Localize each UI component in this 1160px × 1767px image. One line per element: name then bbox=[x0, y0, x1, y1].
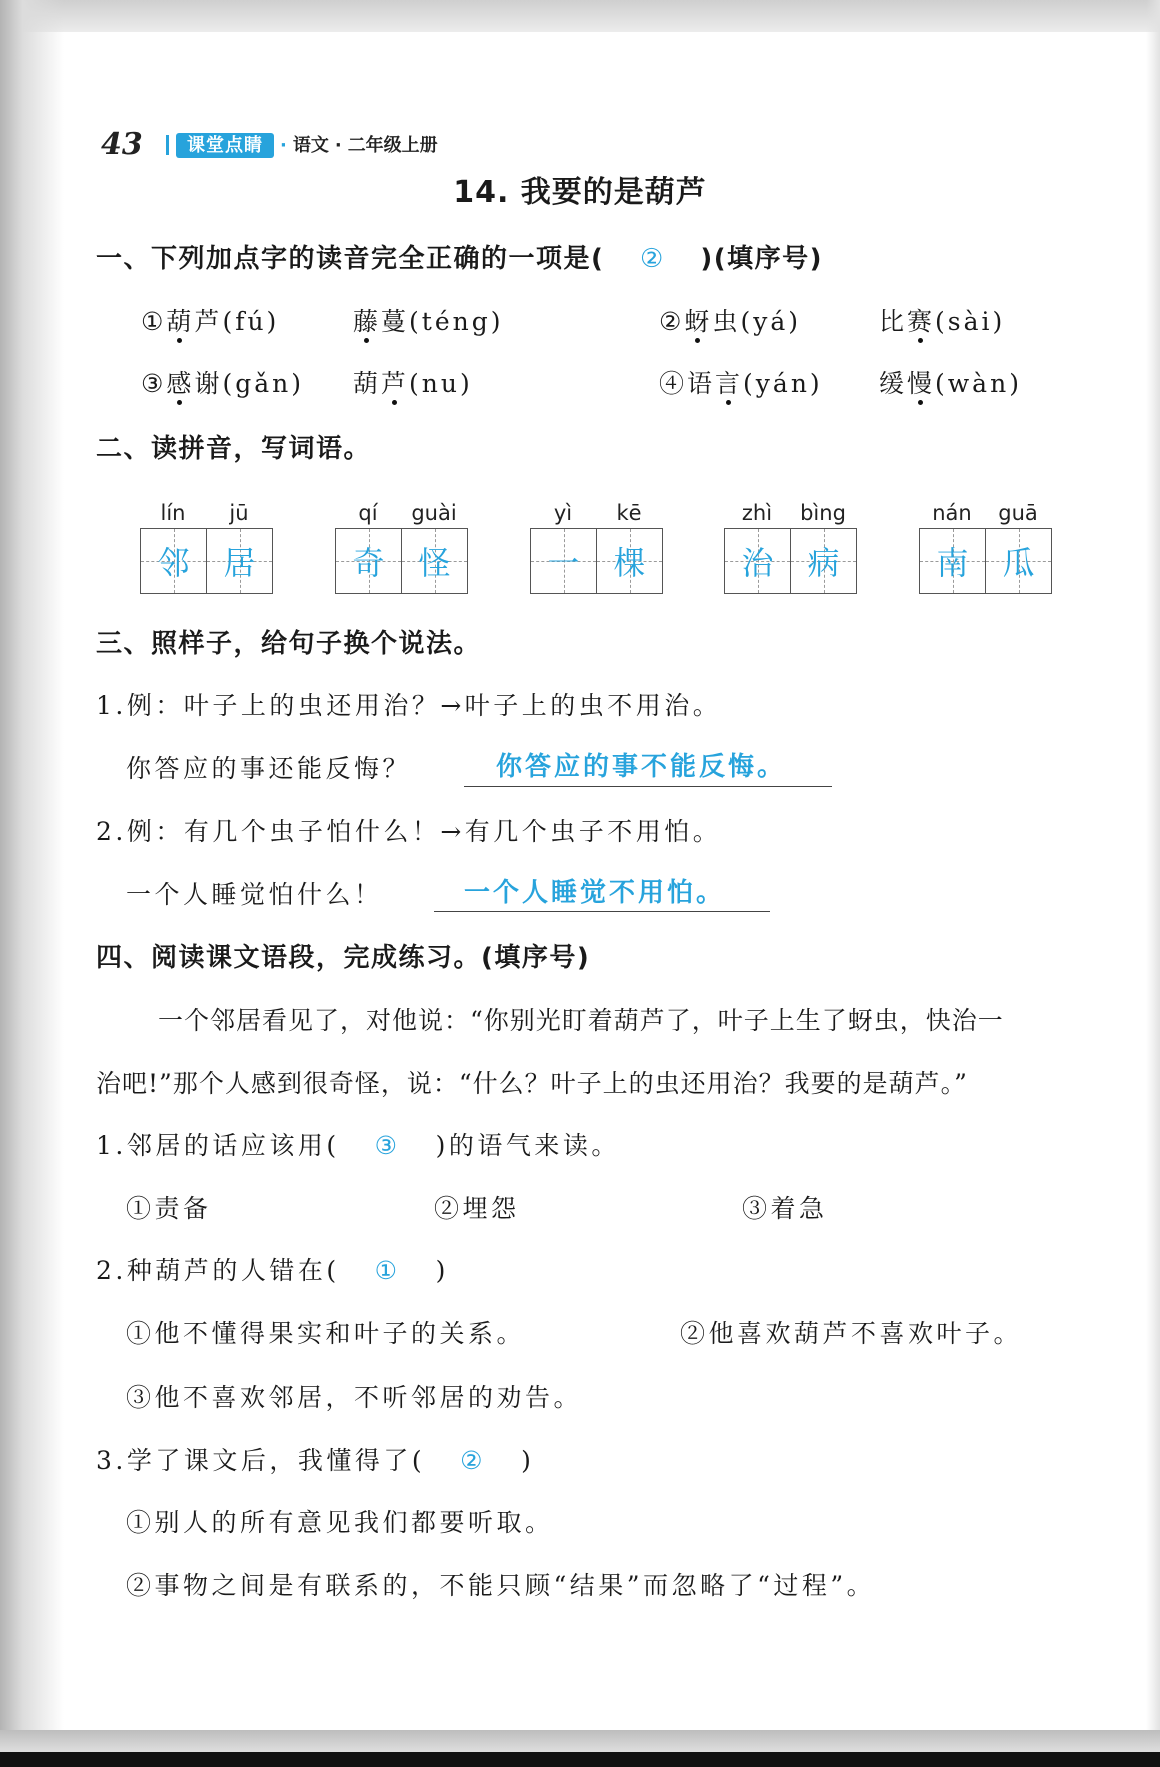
choice-option: ①别人的所有意见我们都要听取。 bbox=[126, 1508, 554, 1537]
option-text: ③ bbox=[141, 369, 167, 398]
pinyin: lín bbox=[160, 501, 186, 525]
option-item bbox=[659, 366, 823, 402]
writing-cell bbox=[596, 528, 663, 594]
option-text: 芦(fú) bbox=[194, 307, 280, 336]
option-text: 比 bbox=[879, 307, 908, 336]
page-number: 43 bbox=[101, 127, 143, 162]
separator: · bbox=[334, 135, 342, 156]
answer-underline bbox=[464, 786, 832, 787]
answer-character: 一 bbox=[547, 544, 580, 582]
question-text: ) bbox=[435, 1256, 449, 1285]
question-item bbox=[96, 1443, 534, 1479]
writing-cell bbox=[140, 528, 207, 594]
writing-cell bbox=[919, 528, 986, 594]
series-badge: 课堂点睛 bbox=[176, 133, 274, 158]
choice-option: ①他不懂得果实和叶子的关系。 bbox=[126, 1319, 526, 1348]
heading-text: )(填序号) bbox=[700, 244, 824, 274]
filled-answer: 一个人睡觉不用怕。 bbox=[464, 878, 726, 908]
option-text: 谢(gǎn) bbox=[194, 369, 304, 398]
option-item bbox=[141, 304, 279, 340]
option-text: (yán) bbox=[743, 369, 823, 398]
option-item bbox=[659, 304, 801, 340]
answer-character: 棵 bbox=[613, 544, 646, 582]
writing-cell bbox=[724, 528, 791, 594]
dotted-char: 慢 bbox=[907, 366, 935, 402]
dotted-char: 芦 bbox=[381, 366, 409, 402]
pinyin: bìng bbox=[800, 501, 846, 525]
section3-heading: 三、照样子，给句子换个说法。 bbox=[96, 629, 482, 659]
question-text: )的语气来读。 bbox=[435, 1131, 620, 1160]
choice-option: ③他不喜欢邻居，不听邻居的劝告。 bbox=[126, 1383, 583, 1412]
subject: 语文 bbox=[292, 135, 329, 156]
answer-blank: ① bbox=[374, 1256, 401, 1285]
answer-character: 奇 bbox=[352, 544, 385, 582]
option-text: 缓 bbox=[879, 369, 908, 398]
question-text: 2.种葫芦的人错在( bbox=[96, 1256, 340, 1285]
lesson-title: 14. 我要的是葫芦 bbox=[453, 175, 707, 210]
option-text: (nu) bbox=[409, 369, 473, 398]
answer-character: 居 bbox=[223, 544, 256, 582]
question-sentence: 一个人睡觉怕什么！ bbox=[126, 880, 383, 909]
question-item bbox=[96, 1128, 620, 1164]
choice-option: ①责备 bbox=[126, 1194, 212, 1223]
answer-character: 南 bbox=[936, 544, 969, 582]
choice-option: ③着急 bbox=[742, 1194, 828, 1223]
pinyin: qí bbox=[358, 501, 378, 525]
word-box-group bbox=[335, 501, 468, 595]
dotted-char: 葫 bbox=[166, 304, 194, 340]
answer-character: 邻 bbox=[157, 544, 190, 582]
option-text: ① bbox=[141, 307, 167, 336]
question-text: ) bbox=[521, 1446, 535, 1475]
answer-blank: ② bbox=[460, 1446, 487, 1475]
question-sentence: 你答应的事还能反悔？ bbox=[126, 754, 412, 783]
header-divider bbox=[166, 135, 169, 155]
scan-bottom-band bbox=[0, 1730, 1160, 1752]
option-item bbox=[879, 304, 1005, 340]
writing-cell bbox=[401, 528, 468, 594]
dotted-char: 赛 bbox=[907, 304, 935, 340]
answer-underline bbox=[434, 911, 770, 912]
question-item bbox=[96, 1253, 449, 1289]
page-left-shadow bbox=[0, 0, 64, 1767]
option-item bbox=[353, 304, 503, 340]
answer-character: 病 bbox=[807, 544, 840, 582]
passage-line: 一个邻居看见了，对他说：“你别光盯着葫芦了，叶子上生了蚜虫，快治一 bbox=[158, 1006, 1004, 1035]
question-text: 3.学了课文后，我懂得了( bbox=[96, 1446, 426, 1475]
pinyin: guài bbox=[411, 501, 457, 525]
pinyin: yì bbox=[553, 501, 573, 525]
answer-character: 治 bbox=[741, 544, 774, 582]
answer-blank: ② bbox=[639, 244, 665, 274]
word-box-group bbox=[530, 501, 663, 595]
pinyin: jū bbox=[229, 501, 249, 525]
dotted-char: 藤 bbox=[353, 304, 381, 340]
separator: · bbox=[280, 135, 287, 156]
option-text: (wàn) bbox=[935, 369, 1022, 398]
choice-option: ②事物之间是有联系的，不能只顾“结果”而忽略了“过程”。 bbox=[126, 1571, 876, 1600]
dotted-char: 蚜 bbox=[684, 304, 712, 340]
writing-cell bbox=[335, 528, 402, 594]
passage-line: 治吧!”那个人感到很奇怪，说：“什么？叶子上的虫还用治？我要的是葫芦。” bbox=[96, 1069, 968, 1098]
word-box-group bbox=[919, 501, 1052, 595]
option-item bbox=[353, 366, 473, 402]
answer-character: 怪 bbox=[418, 544, 451, 582]
dotted-char: 言 bbox=[715, 366, 743, 402]
section2-heading: 二、读拼音，写词语。 bbox=[96, 434, 372, 464]
writing-cell bbox=[790, 528, 857, 594]
option-text: ② bbox=[659, 307, 685, 336]
book-info bbox=[280, 133, 438, 158]
page-right-shadow bbox=[1146, 0, 1160, 1767]
question-text: 1.邻居的话应该用( bbox=[96, 1131, 340, 1160]
example-sentence: 2.例：有几个虫子怕什么！→有几个虫子不用怕。 bbox=[96, 817, 722, 846]
choice-option: ②埋怨 bbox=[434, 1194, 520, 1223]
answer-character: 瓜 bbox=[1002, 544, 1035, 582]
choice-option: ②他喜欢葫芦不喜欢叶子。 bbox=[680, 1319, 1023, 1348]
dotted-char: 感 bbox=[166, 366, 194, 402]
section4-heading: 四、阅读课文语段，完成练习。(填序号) bbox=[96, 943, 591, 973]
example-sentence: 1.例：叶子上的虫还用治？→叶子上的虫不用治。 bbox=[96, 691, 722, 720]
pinyin: kē bbox=[616, 501, 642, 525]
writing-cell bbox=[985, 528, 1052, 594]
answer-blank: ③ bbox=[374, 1131, 401, 1160]
option-text: (sài) bbox=[935, 307, 1006, 336]
option-item bbox=[879, 366, 1022, 402]
scan-top-band bbox=[0, 0, 1160, 32]
writing-cell bbox=[206, 528, 273, 594]
writing-cell bbox=[530, 528, 597, 594]
word-box-group bbox=[140, 501, 273, 595]
option-text: ④语 bbox=[659, 369, 716, 398]
option-text: 蔓(téng) bbox=[381, 307, 504, 336]
heading-text: 一、下列加点字的读音完全正确的一项是( bbox=[96, 244, 605, 274]
option-text: 虫(yá) bbox=[712, 307, 801, 336]
pinyin: guā bbox=[998, 501, 1038, 525]
pinyin: zhì bbox=[741, 501, 773, 525]
word-box-group bbox=[724, 501, 857, 595]
scan-bottom-edge bbox=[0, 1752, 1160, 1767]
section1-heading bbox=[96, 241, 823, 277]
grade: 二年级上册 bbox=[347, 135, 438, 156]
pinyin: nán bbox=[932, 501, 972, 525]
option-item bbox=[141, 366, 304, 402]
option-text: 葫 bbox=[353, 369, 382, 398]
filled-answer: 你答应的事不能反悔。 bbox=[496, 752, 787, 782]
